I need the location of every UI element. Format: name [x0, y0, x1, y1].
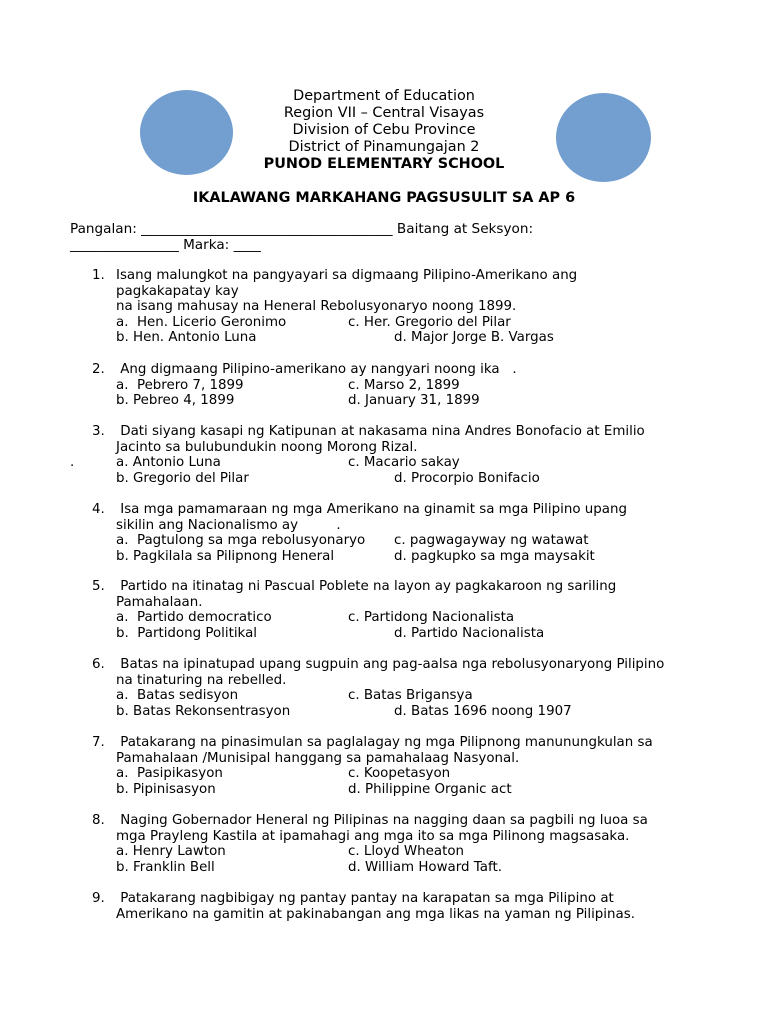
question-stem: [116, 502, 712, 533]
choice-d: d. Partido Nacionalista: [394, 625, 545, 641]
stem-line: Partido na itinatag ni Pascual Poblete na layon ay pagkakaroon ng sariling: [116, 579, 617, 594]
school-name: PUNOD ELEMENTARY SCHOOL: [263, 156, 505, 172]
question-2: [92, 362, 712, 409]
question-number: 8.: [92, 813, 105, 828]
choice-d: d. Major Jorge B. Vargas: [394, 330, 554, 346]
question-number: 3.: [92, 424, 105, 439]
question-number: 2.: [92, 362, 105, 377]
choice-a: a. Partido democratico: [116, 610, 272, 626]
question-stem: [116, 424, 712, 455]
stem-line: Jacinto sa bulubundukin noong Morong Rizal.: [116, 439, 418, 455]
stem-line: Pamahalaan /Munisipal hanggang sa pamahalaag Nasyonal.: [116, 750, 520, 766]
choices: [116, 378, 712, 409]
choices: [116, 844, 712, 875]
question-number: 5.: [92, 579, 105, 594]
question-6: [92, 657, 712, 719]
stem-line: pagkakapatay kay: [116, 283, 239, 299]
choice-c: c. Koopetasyon: [348, 766, 451, 782]
stem-line: mga Prayleng Kastila at ipamahagi ang mga ito sa mga Pilinong magsasaka.: [116, 828, 630, 844]
choice-b: b. Pipinisasyon: [116, 781, 216, 797]
choice-d: d. Procorpio Bonifacio: [394, 470, 540, 486]
stem-line: Batas na ipinatupad upang sugpuin ang pag-aalsa nga rebolusyonaryong Pilipino: [116, 657, 665, 672]
question-5: [92, 579, 712, 641]
choice-c: c. Marso 2, 1899: [348, 377, 460, 393]
stem-line: Amerikano na gamitin at pakinabangan ang mga likas na yaman ng Pilipinas.: [116, 906, 635, 922]
choice-c: c. Partidong Nacionalista: [348, 610, 515, 626]
stem-line: Ang digmaang Pilipino-amerikano ay nangyari noong ika .: [116, 362, 517, 377]
choice-a: a. Pasipikasyon: [116, 766, 223, 782]
choice-c: c. Her. Gregorio del Pilar: [348, 314, 511, 330]
choices: [116, 610, 712, 641]
letterhead: [180, 88, 588, 173]
stem-line: Patakarang nagbibigay ng pantay pantay na karapatan sa mga Pilipino at: [116, 891, 614, 906]
stem-line: Pamahalaan.: [116, 594, 203, 610]
choice-b: b. Franklin Bell: [116, 859, 215, 875]
question-stem: [116, 362, 712, 378]
choices: [116, 533, 712, 564]
division-line: Division of Cebu Province: [292, 122, 476, 138]
question-number: 4.: [92, 502, 105, 517]
choice-c: c. Batas Brigansya: [348, 688, 473, 704]
question-1: [92, 268, 712, 346]
score-line: ________________ Marka: ____: [70, 237, 261, 253]
stem-line: na isang mahusay na Heneral Rebolusyonaryo noong 1899.: [116, 299, 517, 315]
question-stem: [116, 579, 712, 610]
stem-line: Isa mga pamamaraan ng mga Amerikano na ginamit sa mga Pilipino upang: [116, 502, 627, 517]
choices: [116, 455, 712, 486]
choices: [116, 766, 712, 797]
question-stem: [116, 891, 712, 922]
stem-line: Patakarang na pinasimulan sa paglalagay ng mga Pilipnong manunungkulan sa: [116, 735, 653, 750]
question-stem: [116, 735, 712, 766]
department-line: Department of Education: [293, 88, 475, 104]
question-7: [92, 735, 712, 797]
choices: [116, 315, 712, 346]
question-9: [92, 891, 712, 922]
exam-title: IKALAWANG MARKAHANG PAGSUSULIT SA AP 6: [192, 190, 576, 206]
choice-d: d. pagkupko sa mga maysakit: [394, 548, 595, 564]
choice-a: a. Batas sedisyon: [116, 688, 239, 704]
stray-mark: .: [70, 455, 75, 470]
choice-a: a. Antonio Luna: [116, 455, 221, 471]
choice-a: a. Hen. Licerio Geronimo: [116, 314, 287, 330]
question-number: 1.: [92, 268, 105, 283]
choice-a: a. Henry Lawton: [116, 844, 226, 860]
choice-b: b. Hen. Antonio Luna: [116, 330, 257, 346]
question-number: 9.: [92, 891, 105, 906]
question-stem: [116, 657, 712, 688]
choice-a: a. Pagtulong sa mga rebolusyonaryo: [116, 533, 366, 549]
question-3: [92, 424, 712, 486]
choice-d: d. Batas 1696 noong 1907: [394, 703, 572, 719]
name-label: Pangalan: _____________________________________ Baitang at Seksyon:: [70, 221, 534, 237]
choice-b: b. Batas Rekonsentrasyon: [116, 703, 291, 719]
choice-c: c. Lloyd Wheaton: [348, 844, 465, 860]
stem-line: na tinaturing na rebelled.: [116, 672, 287, 688]
student-info: [70, 221, 710, 253]
choice-b: b. Gregorio del Pilar: [116, 470, 249, 486]
question-number: 6.: [92, 657, 105, 672]
choices: [116, 688, 712, 719]
district-line: District of Pinamungajan 2: [288, 139, 480, 155]
choice-b: b. Partidong Politikal: [116, 625, 258, 641]
stem-line: Naging Gobernador Heneral ng Pilipinas na nagging daan sa pagbili ng luoa sa: [116, 813, 648, 828]
stem-line: Isang malungkot na pangyayari sa digmaang Pilipino-Amerikano ang: [116, 268, 578, 283]
question-stem: [116, 813, 712, 844]
question-4: [92, 502, 712, 564]
stem-line: sikilin ang Nacionalismo ay .: [116, 517, 341, 533]
choice-a: a. Pebrero 7, 1899: [116, 377, 244, 393]
region-line: Region VII – Central Visayas: [283, 105, 485, 121]
choice-c: c. Macario sakay: [348, 455, 460, 471]
choice-d: d. William Howard Taft.: [348, 859, 502, 875]
choice-c: c. pagwagayway ng watawat: [394, 533, 589, 549]
question-stem: [116, 268, 712, 315]
stem-line: Dati siyang kasapi ng Katipunan at nakasama nina Andres Bonofacio at Emilio: [116, 424, 645, 439]
choice-d: d. January 31, 1899: [348, 393, 480, 409]
question-number: 7.: [92, 735, 105, 750]
choice-d: d. Philippine Organic act: [348, 781, 512, 797]
choice-b: b. Pebreo 4, 1899: [116, 393, 235, 409]
choice-b: b. Pagkilala sa Pilipnong Heneral: [116, 548, 335, 564]
question-8: [92, 813, 712, 875]
